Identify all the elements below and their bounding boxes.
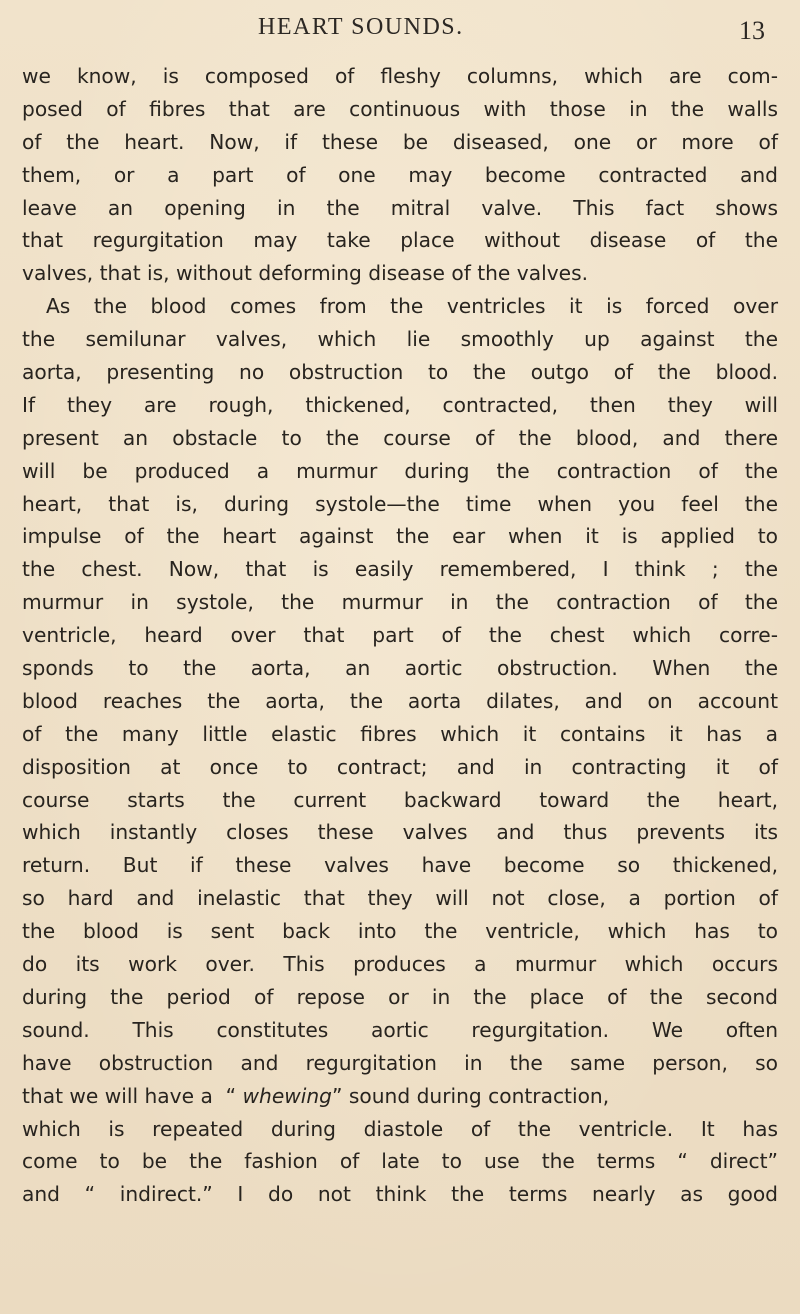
text-line: the blood is sent back into the ventricle, which has to <box>22 919 778 944</box>
text-line: ventricle, heard over that part of the chest which corre- <box>22 623 778 648</box>
text-line: do its work over. This produces a murmur which occurs <box>22 952 778 977</box>
text-segment: that we will have a “ <box>22 1083 243 1108</box>
text-line: which instantly closes these valves and thus prevents its <box>22 820 778 845</box>
text-line: blood reaches the aorta, the aorta dilates, and on account <box>22 688 778 713</box>
text-line-with-italic <box>22 1080 778 1113</box>
text-line: disposition at once to contract; and in contracting it of <box>22 754 778 779</box>
text-line: As the blood comes from the ventricles it is forced over <box>46 294 778 319</box>
text-line: sound. This constitutes aortic regurgitation. We often <box>22 1017 778 1042</box>
text-line: posed of fibres that are continuous with those in the walls <box>22 96 778 121</box>
text-line: so hard and inelastic that they will not close, a portion of <box>22 886 778 911</box>
text-line: we know, is composed of fleshy columns, which are com- <box>22 64 778 88</box>
text-line: that regurgitation may take place without disease of the <box>22 228 778 253</box>
text-line: of the heart. Now, if these be diseased, one or more of <box>22 129 778 154</box>
text-line: murmur in systole, the murmur in the contraction of the <box>22 590 778 615</box>
text-line: of the many little elastic fibres which it contains it has a <box>22 721 778 746</box>
page-number: 13 <box>739 16 765 45</box>
body-text <box>22 60 778 1211</box>
text-line: sponds to the aorta, an aortic obstruction. When the <box>22 656 778 681</box>
text-line: If they are rough, thickened, contracted, then they will <box>22 392 778 417</box>
text-line: aorta, presenting no obstruction to the outgo of the blood. <box>22 360 778 385</box>
text-line: leave an opening in the mitral valve. This fact shows <box>22 195 778 220</box>
text-line: which is repeated during diastole of the ventricle. It has <box>22 1116 778 1141</box>
text-line: and “ indirect.” I do not think the terms nearly as good <box>22 1182 778 1207</box>
text-line: will be produced a murmur during the contraction of the <box>22 458 778 483</box>
text-line: during the period of repose or in the place of the second <box>22 984 778 1009</box>
text-line: course starts the current backward toward the heart, <box>22 787 778 812</box>
text-segment: ” sound during contraction, <box>332 1083 610 1108</box>
page-header <box>0 8 800 48</box>
text-line: return. But if these valves have become so thickened, <box>22 853 778 878</box>
running-head: HEART SOUNDS. <box>258 14 464 40</box>
text-line: have obstruction and regurgitation in the same person, so <box>22 1050 778 1075</box>
text-line: come to be the fashion of late to use the terms “ direct” <box>22 1149 778 1174</box>
text-line: the semilunar valves, which lie smoothly up against the <box>22 327 778 352</box>
text-line: valves, that is, without deforming disease of the valves. <box>22 261 588 286</box>
italic-word: whewing <box>242 1083 333 1108</box>
text-line: impulse of the heart against the ear when it is applied to <box>22 524 778 549</box>
text-line: them, or a part of one may become contracted and <box>22 162 778 187</box>
text-line: present an obstacle to the course of the blood, and there <box>22 425 778 450</box>
text-line: the chest. Now, that is easily remembered, I think ; the <box>22 557 778 582</box>
text-line: heart, that is, during systole—the time when you feel the <box>22 491 778 516</box>
